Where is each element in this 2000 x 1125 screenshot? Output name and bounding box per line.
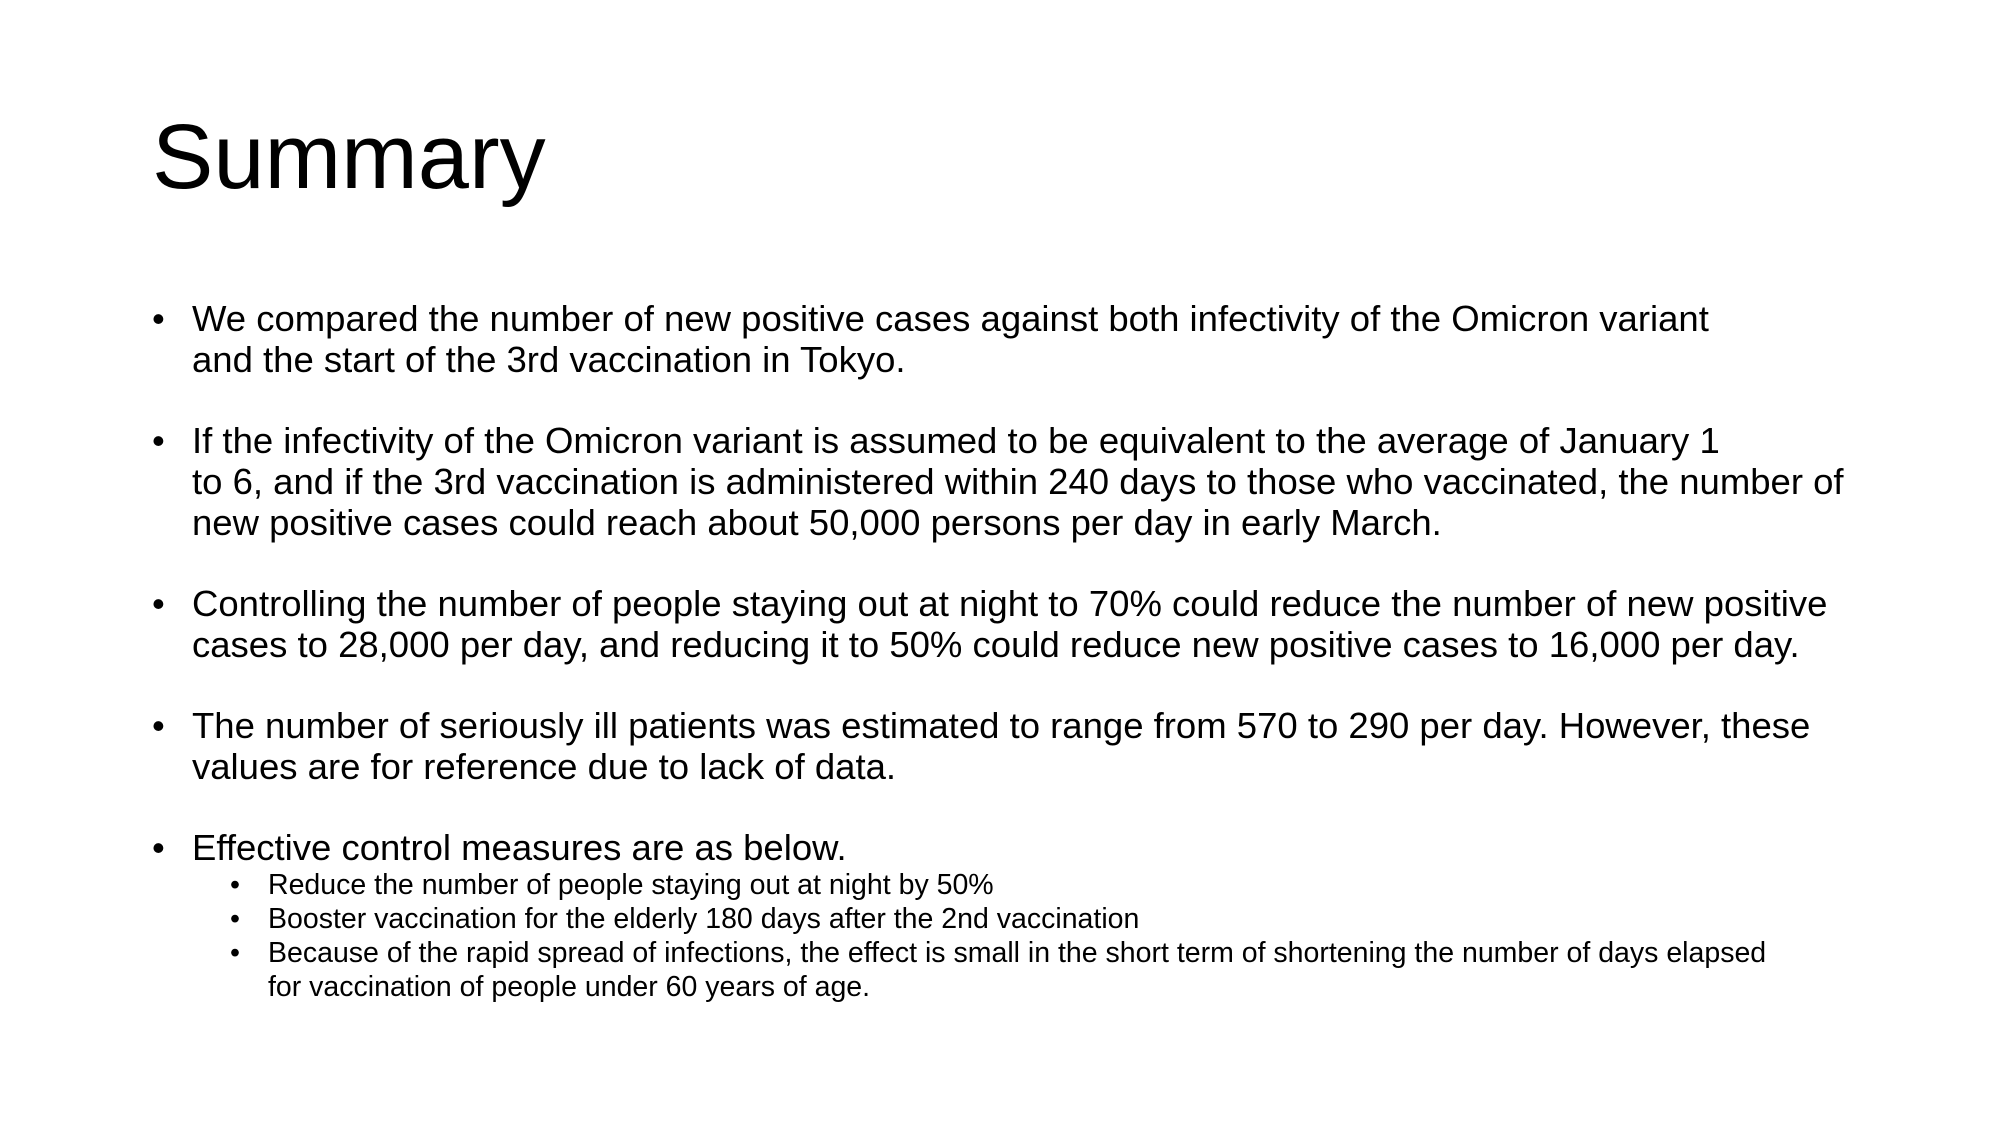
control-measures-sub-list	[192, 868, 1932, 1004]
sub-bullet-item	[230, 902, 1932, 936]
bullet-item-control-measures	[152, 827, 1932, 1004]
bullet-line: • If the infectivity of the Omicron variant is assumed to be equivalent to the average of January 1	[192, 420, 1720, 461]
bullet-text	[192, 827, 1932, 868]
slide-title: Summary	[152, 106, 546, 208]
sub-bullet-line: for vaccination of people under 60 years of age.	[268, 971, 871, 1003]
bullet-text	[192, 705, 1932, 787]
bullet-item-seriously-ill	[152, 705, 1932, 787]
bullet-item-comparison	[152, 298, 1932, 380]
bullet-line: and the start of the 3rd vaccination in Tokyo.	[192, 339, 906, 380]
sub-bullet-line: • Reduce the number of people staying out at night by 50%	[268, 869, 994, 901]
bullet-line: • Controlling the number of people staying out at night to 70% could reduce the number of new positive	[192, 583, 1828, 624]
bullet-line: to 6, and if the 3rd vaccination is administered within 240 days to those who vaccinated, the number of	[192, 461, 1844, 502]
bullet-line: cases to 28,000 per day, and reducing it to 50% could reduce new positive cases to 16,000 per day.	[192, 624, 1800, 665]
bullet-item-night-control	[152, 583, 1932, 665]
summary-bullet-list	[152, 298, 1932, 1044]
bullet-text	[192, 420, 1932, 543]
bullet-line: • Effective control measures are as below.	[192, 827, 847, 868]
bullet-text	[192, 298, 1932, 380]
sub-bullet-line: • Because of the rapid spread of infections, the effect is small in the short term of shortening the number of days elapsed	[268, 937, 1767, 969]
bullet-text	[192, 583, 1932, 665]
bullet-line: values are for reference due to lack of data.	[192, 746, 897, 787]
sub-bullet-line: • Booster vaccination for the elderly 180 days after the 2nd vaccination	[268, 903, 1140, 935]
sub-bullet-item	[230, 936, 1932, 1004]
bullet-line: • The number of seriously ill patients was estimated to range from 570 to 290 per day. However, these	[192, 705, 1811, 746]
sub-bullet-item	[230, 868, 1932, 902]
bullet-item-infectivity-assumption	[152, 420, 1932, 543]
bullet-line: • We compared the number of new positive cases against both infectivity of the Omicron variant	[192, 298, 1709, 339]
bullet-line: new positive cases could reach about 50,000 persons per day in early March.	[192, 502, 1442, 543]
